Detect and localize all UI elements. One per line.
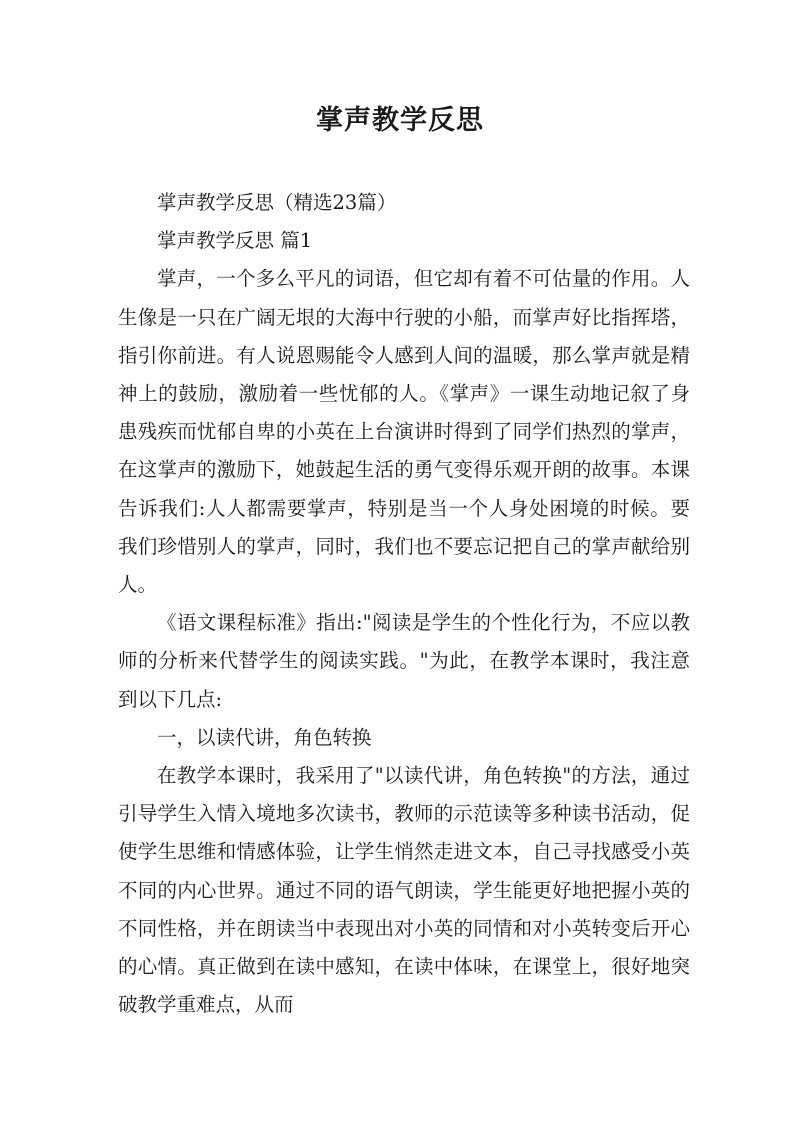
section-heading: 掌声教学反思 篇1	[157, 229, 313, 253]
document-body	[118, 184, 690, 1024]
document-title: 掌声教学反思	[316, 105, 484, 136]
body-paragraph: 《语文课程标准》指出:"阅读是学生的个性化行为，不应以教师的分析来代替学生的阅读实践。"为此，在教学本课时，我注意到以下几点:	[118, 611, 690, 711]
subsection-heading: 一，以读代讲，角色转换	[157, 725, 372, 749]
collection-heading: 掌声教学反思（精选23篇）	[157, 191, 397, 214]
body-paragraph: 掌声，一个多么平凡的词语，但它却有着不可估量的作用。人生像是一只在广阔无垠的大海中行驶的小船，而掌声好比指挥塔，指引你前进。有人说恩赐能令人感到人间的温暖，那么掌声就是精神上的鼓励，激励着一些忧郁的人。《掌声》一课生动地记叙了身患残疾而忧郁自卑的小英在上台演讲时得到了同学们热烈的掌声，在这掌声的激励下，她鼓起生活的勇气变得乐观开朗的故事。本课告诉我们:人人都需要掌声，特别是当一个人身处困境的时候。要我们珍惜别人的掌声，同时，我们也不要忘记把自己的掌声献给别人。	[118, 267, 690, 597]
body-paragraph: 在教学本课时，我采用了"以读代讲，角色转换"的方法，通过引导学生入情入境地多次读书，教师的示范读等多种读书活动，促使学生思维和情感体验，让学生悄然走进文本，自己寻找感受小英不同的内心世界。通过不同的语气朗读，学生能更好地把握小英的不同性格，并在朗读当中表现出对小英的同情和对小英转变后开心的心情。真正做到在读中感知，在读中体味，在课堂上，很好地突破教学重难点，从而	[118, 764, 690, 1017]
